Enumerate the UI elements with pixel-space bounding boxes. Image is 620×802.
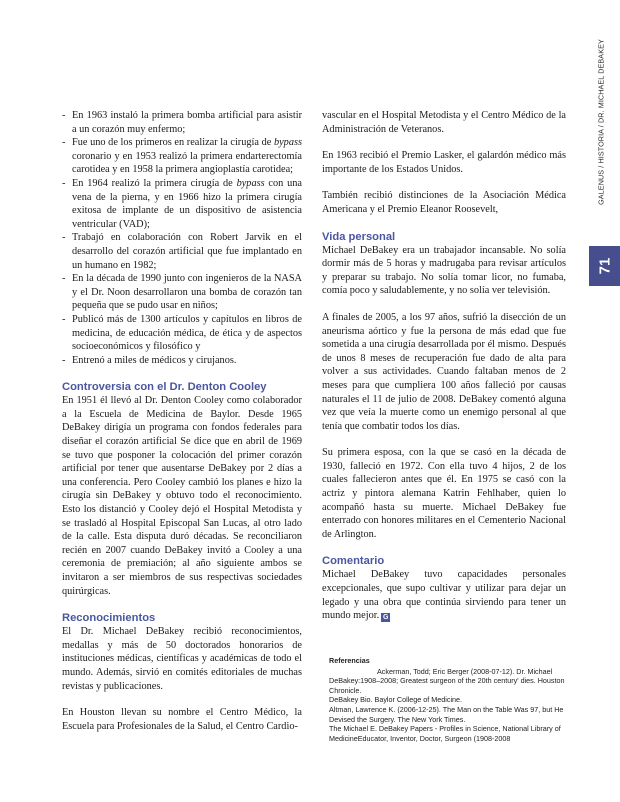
paragraph-lasker: En 1963 recibió el Premio Lasker, el galardón médico más importante de los Estados Unidos.: [322, 150, 566, 175]
section-heading-reconocimientos: Reconocimientos: [62, 612, 156, 625]
paragraph-worker: Michael DeBakey era un trabajador incansable. No solía dormir más de 5 horas y madrugaba para revisar artículos y preparar su trabajo. No solía tomar licor, no fumaba, comía poco y saludablemente, y no solía ver televisión.: [322, 244, 566, 297]
list-item: - En la década de 1990 junto con ingenieros de la NASA y el Dr. Noon desarrollaron una bomba de corazón tan pequeña que se pudo usar en niños;: [62, 272, 302, 313]
page-number-tab: [589, 246, 620, 286]
references: [329, 656, 569, 743]
list-item: - En 1964 realizó la primera cirugía de bypass con una vena de la pierna, y en 1966 hizo la primera cirugía exitosa de implante de un dispositivo de asistencia ventricular (VAD);: [62, 177, 302, 231]
running-title: [596, 0, 606, 244]
section-heading-controversia: Controversia con el Dr. Denton Cooley: [62, 381, 267, 394]
list-item: - Entrenó a miles de médicos y cirujanos.: [62, 354, 302, 368]
reference-item: Ackerman, Todd; Eric Berger (2008-07-12). Dr. Michael DeBakey:1908–2008; Greatest surgeon of the 20th century' dies. Houston Chronicle.: [329, 666, 565, 695]
paragraph-family: Su primera esposa, con la que se casó en la década de 1930, falleció en 1972. Con ella tuvo 4 hijos, 2 de los cuales fallecieron antes que él. En 1975 se casó con la actriz y pintora alemana Katrin Fehlhaber, quien lo acompañó hasta su muerte. Michael DeBakey fue enterrado con honores militares en el Cementerio Nacional de Arlington.: [322, 447, 566, 540]
paragraph-comentario: Michael DeBakey tuvo capacidades personales excepcionales, que supo cultivar y utilizar para dejar un legado y una obra que continúa sirviendo para tener un mundo mejor. G: [322, 569, 566, 622]
paragraph-continuation: vascular en el Hospital Metodista y el Centro Médico de la Administración de Veteranos.: [322, 110, 566, 135]
list-item: - Fue uno de los primeros en realizar la cirugía de bypass coronario y en 1953 realizó la primera endarterectomía carotidea y en 1958 la primera angioplastía carotidea;: [62, 136, 302, 177]
list-item: - En 1963 instaló la primera bomba artificial para asistir a un corazón muy enfermo;: [62, 109, 302, 136]
paragraph-controversia: En 1951 él llevó al Dr. Denton Cooley como colaborador a la Escuela de Medicina de Baylor. Desde 1965 DeBakey dirigía un programa con fondos federales para diseñar el corazón artificial Se dice que en abril de 1969 se tuvo que posponer la colocación del primer corazón artificial por tener que ausentarse DeBakey por 2 días a una conferencia. Pero Cooley cambió los planes e hizo la cirugía sin DeBakey y obtuvo todo el reconocimiento. Esto los distanció y Cooley dejó el Hospital Metodista y se trasladó al Hospital Episcopal San Lucas, al otro lado de la calle. Esta disputa duró décadas. Se reconciliaron recién en 2007 cuando DeBakey invitó a Cooley a una ceremonia de premiación; al año siguiente ambos se invitaron a ser miembros de sus respectivas sociedades quirúrgicas.: [62, 395, 302, 597]
section-heading-comentario: Comentario: [322, 555, 385, 568]
reference-item: The Michael E. DeBakey Papers - Profiles in Science, National Library of MedicineEducator, Inventor, Doctor, Surgeon (1908-2008: [329, 724, 561, 743]
reference-item: Altman, Lawrence K. (2006-12-25). The Man on the Table Was 97, but He Devised the Surgery. The New York Times.: [329, 704, 564, 724]
list-item: - Publicó más de 1300 artículos y capítulos en libros de medicina, de educación médica, de ética y de aspectos socioeconómicos y filosófico y: [62, 313, 302, 354]
page-number: 71: [596, 257, 613, 275]
galenus-end-icon: G: [382, 614, 389, 622]
section-heading-vida-personal: Vida personal: [322, 230, 396, 243]
paragraph-reconocimientos: El Dr. Michael DeBakey recibió reconocimientos, medallas y más de 50 doctorados honorarios de instituciones médicas, científicas y académicas de todo el mundo. Además, sirvió en comités editoriales de muchas revistas y publicaciones.: [62, 626, 302, 692]
paragraph-distinctions: También recibió distinciones de la Asociación Médica Americana y el Premio Eleanor Roosevelt,: [322, 190, 566, 215]
list-item: - Trabajó en colaboración con Robert Jarvik en el desarrollo del corazón artificial que fue implantado en un humano en 1982;: [62, 231, 302, 272]
paragraph-houston: En Houston llevan su nombre el Centro Médico, la Escuela para Profesionales de la Salud, el Centro Cardio-: [62, 707, 302, 732]
running-title-text: GALENUS / HISTORIA / DR. MICHAEL DEBAKEY: [596, 39, 606, 205]
reference-item: DeBakey Bio. Baylor College of Medicine.: [329, 695, 463, 705]
right-column: [322, 109, 566, 623]
left-column: [62, 109, 302, 733]
achievements-list: [62, 109, 302, 367]
references-heading: Referencias: [329, 656, 370, 665]
paragraph-health: A finales de 2005, a los 97 años, sufrió la disección de un aneurisma aórtico y fue la persona de más edad que fue sometida a una cirugía desarrollada por él mismo. Después de unos 8 meses de recuperación fue dado de alta para volver a sus actividades. Cuando faltaban menos de 2 meses para que cumpliera 100 años falleció por causas naturales el 11 de julio de 2008. DeBakey comentó alguna vez que veía la muerte como un enemigo personal al que tenía que combatir todos los días.: [322, 311, 566, 432]
